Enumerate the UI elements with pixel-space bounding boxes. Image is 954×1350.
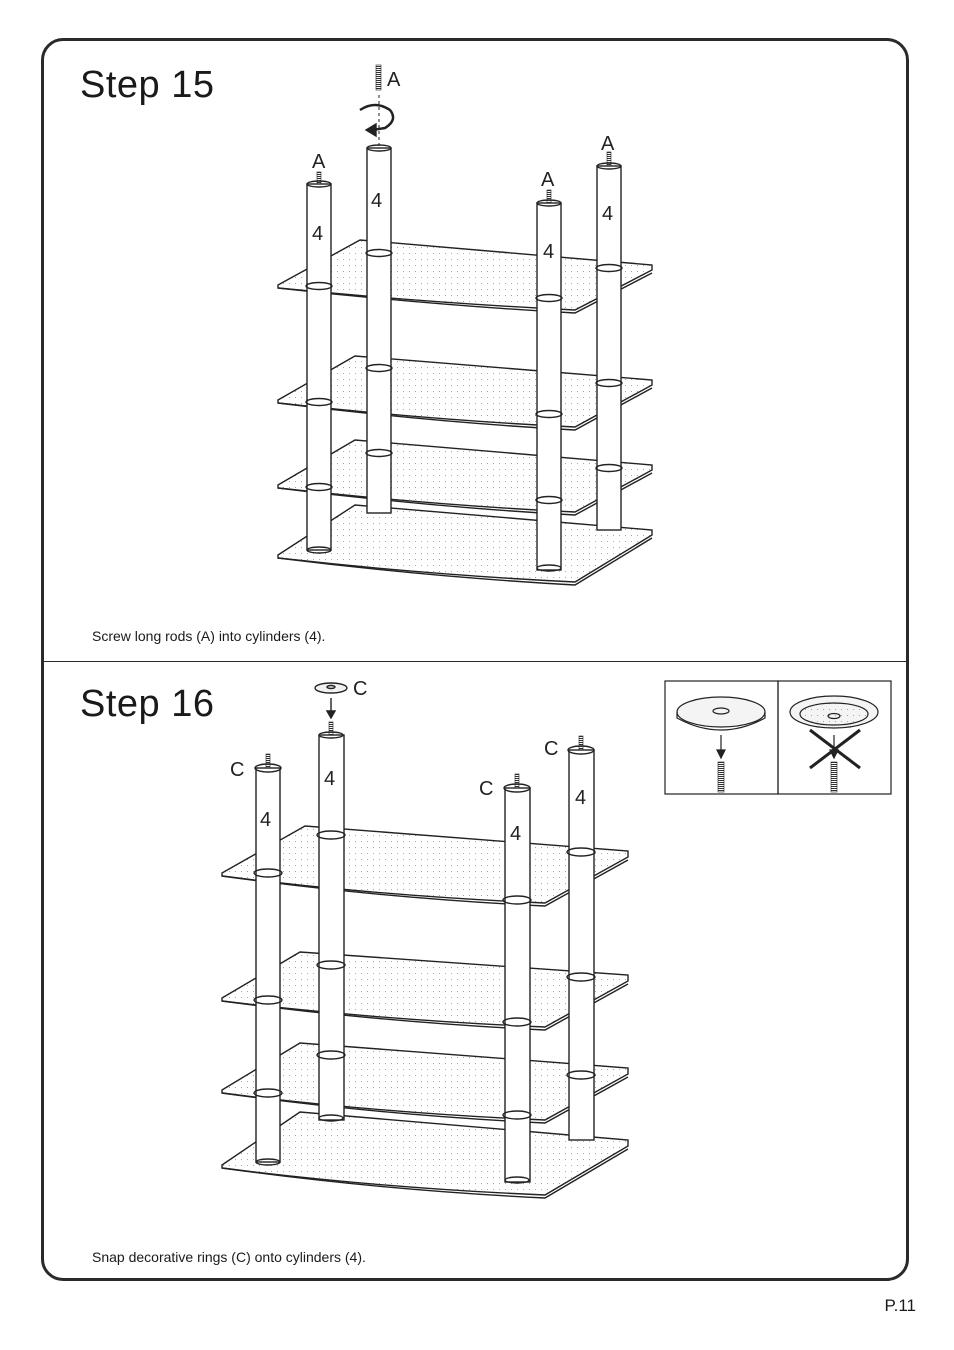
shelf-3 — [222, 1043, 628, 1123]
rotate-arrow-icon — [360, 105, 393, 136]
shelf-2 — [222, 952, 628, 1030]
label-c-top: C — [353, 678, 368, 700]
page-number: P.11 — [884, 1296, 916, 1315]
label-4-front-right: 4 — [543, 241, 555, 263]
label-4-back-left: 4 — [371, 190, 383, 212]
label-c-left: C — [230, 759, 245, 781]
shelf-2 — [278, 356, 652, 430]
wrong-ring-icon — [790, 696, 878, 792]
step-16-labels — [230, 678, 586, 845]
label-4-front-right: 4 — [510, 823, 522, 845]
label-a-back-right: A — [601, 133, 615, 155]
label-4-front-left: 4 — [312, 223, 324, 245]
label-4-back-right: 4 — [575, 787, 587, 809]
step-15-diagram — [278, 65, 652, 585]
label-a-front-right: A — [541, 169, 555, 191]
label-4-front-left: 4 — [260, 809, 272, 831]
ring-orientation-inset — [665, 681, 891, 794]
label-c-back-right: C — [544, 738, 559, 760]
label-c-front-right: C — [479, 778, 494, 800]
step-16-diagram — [222, 683, 628, 1198]
label-a-left: A — [312, 151, 326, 173]
shelf-1 — [278, 240, 652, 313]
shelf-4 — [222, 1112, 628, 1198]
label-a-top: A — [387, 69, 401, 91]
shelf-3 — [278, 440, 652, 515]
label-4-back-right: 4 — [602, 203, 614, 225]
shelf-1 — [222, 826, 628, 906]
ring-c-icon — [315, 683, 347, 718]
step-16-caption: Snap decorative rings (C) onto cylinders (4). — [92, 1249, 366, 1265]
step-16-title: Step 16 — [80, 683, 215, 725]
rod-a-icon — [376, 65, 381, 90]
step-15-title: Step 15 — [80, 64, 215, 106]
step-15-labels — [312, 69, 615, 263]
shelf-4 — [278, 505, 652, 585]
cylinder-back-left — [366, 95, 392, 513]
correct-ring-icon — [677, 697, 765, 792]
step-15-caption: Screw long rods (A) into cylinders (4). — [92, 628, 326, 644]
label-4-back-left: 4 — [324, 768, 336, 790]
